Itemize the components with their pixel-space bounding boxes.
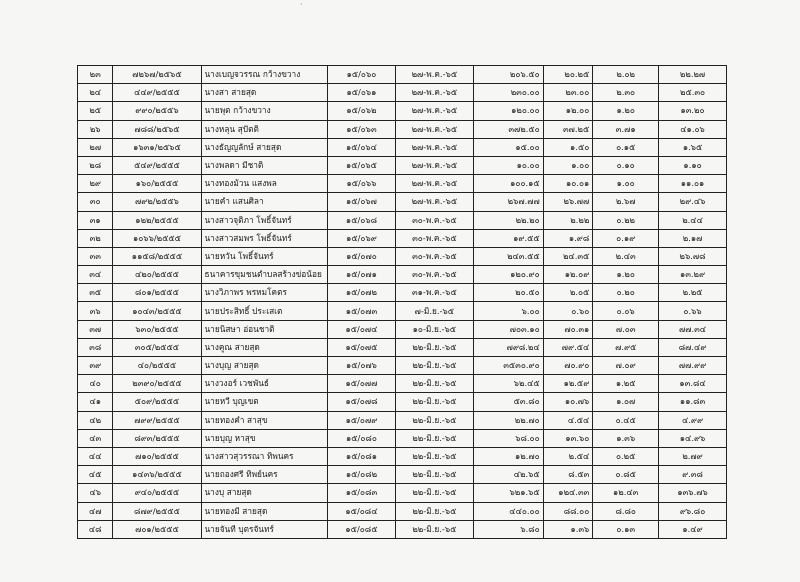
date-cell: ๓๐-พ.ค.-๖๕ bbox=[395, 211, 473, 229]
reference-cell: ๑๕/๐๖๕ bbox=[328, 156, 396, 174]
amount-cell: ๑๙.๕๕ bbox=[473, 229, 543, 247]
amount-b-cell: ๑๒.๐๐ bbox=[543, 102, 593, 120]
name-cell: นายหวัน โพธิ์จันทร์ bbox=[201, 247, 328, 265]
amount-b-cell: ๒๓.๐๐ bbox=[543, 84, 593, 102]
amount-cell: ๔๒.๖๕ bbox=[473, 466, 543, 484]
reference-cell: ๑๕/๐๗๐ bbox=[328, 247, 396, 265]
total-cell: ๒.๗๙ bbox=[659, 447, 727, 465]
record-number-cell: ๑๔๓๖/๒๕๕๕ bbox=[113, 466, 201, 484]
amount-cell: ๒๓๐.๐๐ bbox=[473, 84, 543, 102]
amount-cell: ๒๒.๒๐ bbox=[473, 211, 543, 229]
reference-cell: ๑๕/๐๖๘ bbox=[328, 211, 396, 229]
date-cell: ๒๗-พ.ค.-๖๕ bbox=[395, 175, 473, 193]
date-cell: ๒๒-มิ.ย.-๖๕ bbox=[395, 502, 473, 520]
amount-cell: ๒๐๖.๕๐ bbox=[473, 66, 543, 84]
reference-cell: ๑๕/๐๖๔ bbox=[328, 138, 396, 156]
total-cell: ๑๔.๙๖ bbox=[659, 429, 727, 447]
table-row bbox=[78, 429, 727, 447]
table-row bbox=[78, 502, 727, 520]
date-cell: ๒๗-พ.ค.-๖๕ bbox=[395, 102, 473, 120]
amount-c-cell: ๑.๐๗ bbox=[593, 393, 659, 411]
table-row bbox=[78, 120, 727, 138]
name-cell: นายถองศรี ทิพย์นคร bbox=[201, 466, 328, 484]
amount-b-cell: ๗๙.๕๔ bbox=[543, 338, 593, 356]
amount-b-cell: ๑.๕๐ bbox=[543, 138, 593, 156]
amount-c-cell: ๗.๙๕ bbox=[593, 338, 659, 356]
date-cell: ๒๒-มิ.ย.-๖๕ bbox=[395, 520, 473, 538]
name-cell: นายทองคำ สาสุข bbox=[201, 411, 328, 429]
amount-cell: ๔๔๐.๐๐ bbox=[473, 502, 543, 520]
name-cell: นายประสิทธิ์ ประเสเต bbox=[201, 302, 328, 320]
amount-c-cell: ๐.๑๕ bbox=[593, 138, 659, 156]
record-number-cell: ๘๗๙/๒๕๕๕ bbox=[113, 502, 201, 520]
amount-c-cell: ๒.๓๐ bbox=[593, 84, 659, 102]
amount-cell: ๖๘.๐๐ bbox=[473, 429, 543, 447]
name-cell: นางคูณ สายสุด bbox=[201, 338, 328, 356]
total-cell: ๒๖.๗๘ bbox=[659, 247, 727, 265]
reference-cell: ๑๕/๐๗๓ bbox=[328, 302, 396, 320]
name-cell: นายบุญ หาสุข bbox=[201, 429, 328, 447]
total-cell: ๑.๖๕ bbox=[659, 138, 727, 156]
row-number-cell: ๔๖ bbox=[78, 484, 113, 502]
table-row bbox=[78, 211, 727, 229]
table-row bbox=[78, 338, 727, 356]
amount-c-cell: ๗.๐๙ bbox=[593, 357, 659, 375]
name-cell: นายพุต กว้างขวาง bbox=[201, 102, 328, 120]
name-cell: นางธัญญลักษ์ สายสุด bbox=[201, 138, 328, 156]
amount-c-cell: ๑๒.๔๓ bbox=[593, 484, 659, 502]
date-cell: ๒๒-มิ.ย.-๖๕ bbox=[395, 447, 473, 465]
amount-b-cell: ๗๐.๓๑ bbox=[543, 320, 593, 338]
name-cell: นางหลุน สุปัตติ bbox=[201, 120, 328, 138]
amount-c-cell: ๑.๓๖ bbox=[593, 429, 659, 447]
amount-b-cell: ๒.๕๔ bbox=[543, 447, 593, 465]
table-row bbox=[78, 302, 727, 320]
reference-cell: ๑๕/๐๘๔ bbox=[328, 502, 396, 520]
record-number-cell: ๔๔๙/๒๕๕๕ bbox=[113, 84, 201, 102]
amount-b-cell: ๒.๐๕ bbox=[543, 284, 593, 302]
amount-cell: ๑๕.๐๐ bbox=[473, 138, 543, 156]
date-cell: ๒๒-มิ.ย.-๖๕ bbox=[395, 429, 473, 447]
total-cell: ๘๗.๔๙ bbox=[659, 338, 727, 356]
reference-cell: ๑๕/๐๘๓ bbox=[328, 484, 396, 502]
amount-b-cell: ๒๔.๓๕ bbox=[543, 247, 593, 265]
record-number-cell: ๕๔๙/๒๕๕๕ bbox=[113, 156, 201, 174]
amount-cell: ๓๗๒.๕๐ bbox=[473, 120, 543, 138]
total-cell: ๒๕.๓๐ bbox=[659, 84, 727, 102]
amount-cell: ๑๒๐.๙๐ bbox=[473, 266, 543, 284]
amount-cell: ๒๒.๗๐ bbox=[473, 411, 543, 429]
record-number-cell: ๙๙๐/๒๕๕๖ bbox=[113, 102, 201, 120]
row-number-cell: ๔๕ bbox=[78, 466, 113, 484]
amount-cell: ๗๐๓.๑๐ bbox=[473, 320, 543, 338]
record-number-cell: ๖๓๐/๒๕๕๕ bbox=[113, 320, 201, 338]
record-number-cell: ๔๐/๒๕๕๕ bbox=[113, 357, 201, 375]
row-number-cell: ๓๔ bbox=[78, 266, 113, 284]
table-row bbox=[78, 266, 727, 284]
total-cell: ๔๑.๐๖ bbox=[659, 120, 727, 138]
record-number-cell: ๗๒๖๗/๒๕๖๕ bbox=[113, 66, 201, 84]
name-cell: นางสา สายสุด bbox=[201, 84, 328, 102]
reference-cell: ๑๕/๐๗๘ bbox=[328, 393, 396, 411]
date-cell: ๒๒-มิ.ย.-๖๕ bbox=[395, 466, 473, 484]
row-number-cell: ๔๑ bbox=[78, 393, 113, 411]
amount-b-cell: ๑.๙๘ bbox=[543, 229, 593, 247]
total-cell: ๑๑.๐๑ bbox=[659, 175, 727, 193]
date-cell: ๒๒-มิ.ย.-๖๕ bbox=[395, 411, 473, 429]
total-cell: ๙.๓๘ bbox=[659, 466, 727, 484]
row-number-cell: ๓๙ bbox=[78, 357, 113, 375]
total-cell: ๒.๑๗ bbox=[659, 229, 727, 247]
date-cell: ๓๐-พ.ค.-๖๕ bbox=[395, 247, 473, 265]
name-cell: นางสาวสุวรรณา ทิพนคร bbox=[201, 447, 328, 465]
total-cell: ๑๓.๘๔ bbox=[659, 375, 727, 393]
reference-cell: ๑๕/๐๖๑ bbox=[328, 84, 396, 102]
ledger-table bbox=[77, 65, 727, 539]
amount-b-cell: ๔.๕๔ bbox=[543, 411, 593, 429]
amount-c-cell: ๐.๒๕ bbox=[593, 447, 659, 465]
date-cell: ๒๒-มิ.ย.-๖๕ bbox=[395, 357, 473, 375]
name-cell: นายหวี บุญเขต bbox=[201, 393, 328, 411]
date-cell: ๒๗-พ.ค.-๖๕ bbox=[395, 120, 473, 138]
amount-b-cell: ๘.๕๓ bbox=[543, 466, 593, 484]
amount-c-cell: ๐.๒๐ bbox=[593, 284, 659, 302]
date-cell: ๑๐-มิ.ย.-๖๕ bbox=[395, 320, 473, 338]
date-cell: ๒๗-พ.ค.-๖๕ bbox=[395, 156, 473, 174]
name-cell: นายทองมี สายสุด bbox=[201, 502, 328, 520]
table-row bbox=[78, 375, 727, 393]
amount-b-cell: ๑๐.๐๑ bbox=[543, 175, 593, 193]
amount-b-cell: ๐.๖๐ bbox=[543, 302, 593, 320]
row-number-cell: ๓๒ bbox=[78, 229, 113, 247]
row-number-cell: ๓๖ bbox=[78, 302, 113, 320]
reference-cell: ๑๕/๐๖๐ bbox=[328, 66, 396, 84]
date-cell: ๗-มิ.ย.-๖๕ bbox=[395, 302, 473, 320]
row-number-cell: ๓๕ bbox=[78, 284, 113, 302]
table-row bbox=[78, 247, 727, 265]
table-row bbox=[78, 466, 727, 484]
name-cell: ธนาคารขุมชนตำบลสร้างข่อน้อย bbox=[201, 266, 328, 284]
total-cell: ๑๓๖.๗๖ bbox=[659, 484, 727, 502]
total-cell: ๒๒.๒๗ bbox=[659, 66, 727, 84]
amount-cell: ๕๓.๘๐ bbox=[473, 393, 543, 411]
amount-cell: ๑๐.๐๐ bbox=[473, 156, 543, 174]
reference-cell: ๑๕/๐๘๑ bbox=[328, 447, 396, 465]
amount-c-cell: ๐.๒๒ bbox=[593, 211, 659, 229]
table-row bbox=[78, 175, 727, 193]
table-row bbox=[78, 284, 727, 302]
row-number-cell: ๒๘ bbox=[78, 156, 113, 174]
amount-cell: ๖.๐๐ bbox=[473, 302, 543, 320]
table-row bbox=[78, 320, 727, 338]
date-cell: ๓๐-พ.ค.-๖๕ bbox=[395, 229, 473, 247]
amount-c-cell: ๐.๑๓ bbox=[593, 520, 659, 538]
amount-b-cell: ๑๐.๗๖ bbox=[543, 393, 593, 411]
name-cell: นางทองม้วน แสงพล bbox=[201, 175, 328, 193]
record-number-cell: ๑๑๕๘/๒๕๕๕ bbox=[113, 247, 201, 265]
total-cell: ๐.๖๖ bbox=[659, 302, 727, 320]
date-cell: ๒๗-พ.ค.-๖๕ bbox=[395, 66, 473, 84]
row-number-cell: ๓๗ bbox=[78, 320, 113, 338]
name-cell: นางสาวจุติภา โพธิ์จันทร์ bbox=[201, 211, 328, 229]
amount-c-cell: ๑.๒๐ bbox=[593, 266, 659, 284]
table-row bbox=[78, 393, 727, 411]
name-cell: นายนิสษา อ่อนชาติ bbox=[201, 320, 328, 338]
amount-cell: ๖๒๑.๖๕ bbox=[473, 484, 543, 502]
row-number-cell: ๔๐ bbox=[78, 375, 113, 393]
record-number-cell: ๗๐๑/๒๕๕๕ bbox=[113, 520, 201, 538]
record-number-cell: ๕๐๙/๒๕๕๕ bbox=[113, 393, 201, 411]
reference-cell: ๑๕/๐๖๙ bbox=[328, 229, 396, 247]
table-row bbox=[78, 66, 727, 84]
amount-c-cell: ๐.๘๕ bbox=[593, 466, 659, 484]
row-number-cell: ๒๓ bbox=[78, 66, 113, 84]
total-cell: ๒.๒๕ bbox=[659, 284, 727, 302]
total-cell: ๑๑.๘๓ bbox=[659, 393, 727, 411]
table-row bbox=[78, 193, 727, 211]
record-number-cell: ๔๒๐/๒๕๕๕ bbox=[113, 266, 201, 284]
amount-cell: ๑๒.๗๐ bbox=[473, 447, 543, 465]
total-cell: ๗๗.๓๔ bbox=[659, 320, 727, 338]
record-number-cell: ๑๒๒/๒๕๕๕ bbox=[113, 211, 201, 229]
date-cell: ๒๗-พ.ค.-๖๕ bbox=[395, 193, 473, 211]
table-row bbox=[78, 520, 727, 538]
amount-b-cell: ๑๒๔.๓๓ bbox=[543, 484, 593, 502]
table-row bbox=[78, 229, 727, 247]
name-cell: นางสาวสมพร โพธิ์จันทร์ bbox=[201, 229, 328, 247]
scan-top-mark: · bbox=[300, 0, 303, 9]
amount-c-cell: ๒.๔๓ bbox=[593, 247, 659, 265]
amount-b-cell: ๘๘.๐๐ bbox=[543, 502, 593, 520]
amount-b-cell: ๒.๒๒ bbox=[543, 211, 593, 229]
total-cell: ๒.๔๔ bbox=[659, 211, 727, 229]
amount-c-cell: ๒.๖๗ bbox=[593, 193, 659, 211]
row-number-cell: ๒๙ bbox=[78, 175, 113, 193]
name-cell: นายจันที บุตรจันทร์ bbox=[201, 520, 328, 538]
record-number-cell: ๘๐๑/๒๕๕๕ bbox=[113, 284, 201, 302]
total-cell: ๒๙.๔๖ bbox=[659, 193, 727, 211]
table-row bbox=[78, 156, 727, 174]
reference-cell: ๑๕/๐๗๕ bbox=[328, 338, 396, 356]
total-cell: ๑.๑๐ bbox=[659, 156, 727, 174]
name-cell: นางวงอร์ เวชพันธ์ bbox=[201, 375, 328, 393]
amount-c-cell: ๐.๑๙ bbox=[593, 229, 659, 247]
date-cell: ๒๒-มิ.ย.-๖๕ bbox=[395, 338, 473, 356]
record-number-cell: ๗๘๘/๒๕๖๕ bbox=[113, 120, 201, 138]
row-number-cell: ๔๓ bbox=[78, 429, 113, 447]
amount-cell: ๖๒.๔๕ bbox=[473, 375, 543, 393]
reference-cell: ๑๕/๐๗๔ bbox=[328, 320, 396, 338]
record-number-cell: ๘๙๓/๒๕๕๕ bbox=[113, 429, 201, 447]
amount-b-cell: ๑๓.๖๐ bbox=[543, 429, 593, 447]
record-number-cell: ๗๑๐/๒๕๕๕ bbox=[113, 447, 201, 465]
reference-cell: ๑๕/๐๖๓ bbox=[328, 120, 396, 138]
reference-cell: ๑๕/๐๖๗ bbox=[328, 193, 396, 211]
amount-cell: ๓๕๓๐.๙๐ bbox=[473, 357, 543, 375]
amount-b-cell: ๑.๓๖ bbox=[543, 520, 593, 538]
row-number-cell: ๒๖ bbox=[78, 120, 113, 138]
row-number-cell: ๒๗ bbox=[78, 138, 113, 156]
amount-c-cell: ๑.๒๐ bbox=[593, 102, 659, 120]
row-number-cell: ๓๘ bbox=[78, 338, 113, 356]
table-row bbox=[78, 84, 727, 102]
table-row bbox=[78, 357, 727, 375]
reference-cell: ๑๕/๐๗๖ bbox=[328, 357, 396, 375]
name-cell: นางบุ สายสุด bbox=[201, 484, 328, 502]
row-number-cell: ๓๓ bbox=[78, 247, 113, 265]
record-number-cell: ๓๐๕/๒๕๕๕ bbox=[113, 338, 201, 356]
name-cell: นางเบญจวรรณ กว้างขวาง bbox=[201, 66, 328, 84]
record-number-cell: ๗๙๙/๒๕๕๕ bbox=[113, 411, 201, 429]
row-number-cell: ๔๗ bbox=[78, 502, 113, 520]
row-number-cell: ๔๔ bbox=[78, 447, 113, 465]
date-cell: ๒๒-มิ.ย.-๖๕ bbox=[395, 375, 473, 393]
reference-cell: ๑๕/๐๘๒ bbox=[328, 466, 396, 484]
amount-cell: ๒๖๗.๗๗ bbox=[473, 193, 543, 211]
amount-b-cell: ๒๖.๗๗ bbox=[543, 193, 593, 211]
amount-cell: ๒๔๓.๕๕ bbox=[473, 247, 543, 265]
reference-cell: ๑๕/๐๘๐ bbox=[328, 429, 396, 447]
amount-c-cell: ๘.๘๐ bbox=[593, 502, 659, 520]
amount-b-cell: ๑๒.๐๙ bbox=[543, 266, 593, 284]
reference-cell: ๑๕/๐๗๗ bbox=[328, 375, 396, 393]
reference-cell: ๑๕/๐๗๒ bbox=[328, 284, 396, 302]
row-number-cell: ๓๑ bbox=[78, 211, 113, 229]
amount-cell: ๒๐.๕๐ bbox=[473, 284, 543, 302]
amount-b-cell: ๑.๐๐ bbox=[543, 156, 593, 174]
record-number-cell: ๑๖๐/๒๕๕๕ bbox=[113, 175, 201, 193]
total-cell: ๑.๔๙ bbox=[659, 520, 727, 538]
reference-cell: ๑๕/๐๖๒ bbox=[328, 102, 396, 120]
amount-cell: ๑๒๐.๐๐ bbox=[473, 102, 543, 120]
record-number-cell: ๙๔๐/๒๕๕๕ bbox=[113, 484, 201, 502]
amount-b-cell: ๒๐.๒๕ bbox=[543, 66, 593, 84]
record-number-cell: ๑๖๓๑/๒๕๖๕ bbox=[113, 138, 201, 156]
amount-cell: ๑๐๐.๑๕ bbox=[473, 175, 543, 193]
total-cell: ๗๗.๙๙ bbox=[659, 357, 727, 375]
amount-c-cell: ๑.๐๐ bbox=[593, 175, 659, 193]
row-number-cell: ๒๕ bbox=[78, 102, 113, 120]
reference-cell: ๑๕/๐๖๖ bbox=[328, 175, 396, 193]
amount-c-cell: ๗.๐๓ bbox=[593, 320, 659, 338]
amount-c-cell: ๐.๐๖ bbox=[593, 302, 659, 320]
record-number-cell: ๗๙๒/๒๕๕๖ bbox=[113, 193, 201, 211]
name-cell: นายคำ แสนศิลา bbox=[201, 193, 328, 211]
name-cell: นางวิภาพร พรหมโคตร bbox=[201, 284, 328, 302]
amount-cell: ๗๙๘.๒๔ bbox=[473, 338, 543, 356]
amount-b-cell: ๗๐.๙๐ bbox=[543, 357, 593, 375]
name-cell: นางพลดา มีชาติ bbox=[201, 156, 328, 174]
table-row bbox=[78, 447, 727, 465]
table-row bbox=[78, 102, 727, 120]
amount-c-cell: ๓.๗๑ bbox=[593, 120, 659, 138]
date-cell: ๒๗-พ.ค.-๖๕ bbox=[395, 138, 473, 156]
amount-c-cell: ๐.๔๕ bbox=[593, 411, 659, 429]
row-number-cell: ๔๒ bbox=[78, 411, 113, 429]
total-cell: ๔.๙๙ bbox=[659, 411, 727, 429]
record-number-cell: ๑๐๖๖/๒๕๕๕ bbox=[113, 229, 201, 247]
row-number-cell: ๔๘ bbox=[78, 520, 113, 538]
total-cell: ๑๓.๒๙ bbox=[659, 266, 727, 284]
row-number-cell: ๒๔ bbox=[78, 84, 113, 102]
reference-cell: ๑๕/๐๗๑ bbox=[328, 266, 396, 284]
reference-cell: ๑๕/๐๘๕ bbox=[328, 520, 396, 538]
table-row bbox=[78, 411, 727, 429]
ledger-body bbox=[78, 66, 727, 539]
record-number-cell: ๑๐๔๓/๒๕๕๕ bbox=[113, 302, 201, 320]
date-cell: ๒๒-มิ.ย.-๖๕ bbox=[395, 484, 473, 502]
table-row bbox=[78, 484, 727, 502]
amount-b-cell: ๓๗.๒๕ bbox=[543, 120, 593, 138]
total-cell: ๑๓.๒๐ bbox=[659, 102, 727, 120]
amount-cell: ๖.๘๐ bbox=[473, 520, 543, 538]
amount-c-cell: ๒.๐๒ bbox=[593, 66, 659, 84]
date-cell: ๓๑-พ.ค.-๖๕ bbox=[395, 284, 473, 302]
row-number-cell: ๓๐ bbox=[78, 193, 113, 211]
amount-c-cell: ๑.๒๕ bbox=[593, 375, 659, 393]
amount-c-cell: ๐.๑๐ bbox=[593, 156, 659, 174]
date-cell: ๒๒-มิ.ย.-๖๕ bbox=[395, 393, 473, 411]
record-number-cell: ๒๓๙๐/๒๕๕๕ bbox=[113, 375, 201, 393]
table-row bbox=[78, 138, 727, 156]
reference-cell: ๑๕/๐๗๙ bbox=[328, 411, 396, 429]
date-cell: ๒๗-พ.ค.-๖๕ bbox=[395, 84, 473, 102]
date-cell: ๓๐-พ.ค.-๖๕ bbox=[395, 266, 473, 284]
name-cell: นางบุญ สายสุด bbox=[201, 357, 328, 375]
amount-b-cell: ๑๒.๕๙ bbox=[543, 375, 593, 393]
total-cell: ๙๖.๘๐ bbox=[659, 502, 727, 520]
